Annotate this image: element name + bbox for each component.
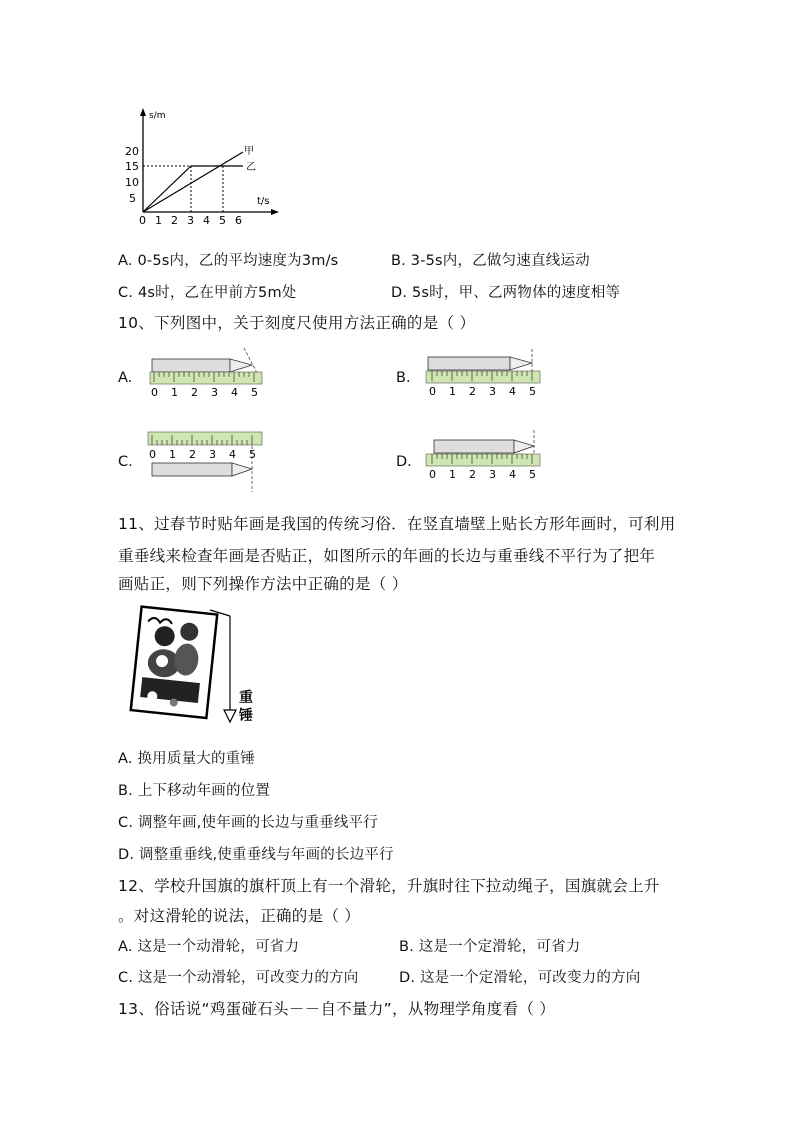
svg-text:5: 5 <box>251 386 258 399</box>
q10-label-a: A. <box>118 370 133 386</box>
svg-text:0: 0 <box>151 386 158 399</box>
x-axis-label: t/s <box>257 196 270 207</box>
svg-text:2: 2 <box>469 385 476 398</box>
q11-option-a: A. 换用质量大的重锤 <box>118 751 256 767</box>
svg-text:4: 4 <box>231 386 238 399</box>
q9-option-b: B. 3-5s内，乙做匀速直线运动 <box>391 253 590 269</box>
q12-option-b: B. 这是一个定滑轮，可省力 <box>399 939 581 955</box>
label-jia: 甲 <box>244 146 254 157</box>
svg-text:5: 5 <box>529 468 536 481</box>
q10-label-b: B. <box>396 370 411 386</box>
ruler-figure-a <box>148 345 268 407</box>
svg-text:5: 5 <box>529 385 536 398</box>
q9-option-a: A. 0-5s内，乙的平均速度为3m/s <box>118 253 339 269</box>
y-tick: 15 <box>125 160 139 173</box>
ruler-figure-d <box>424 428 548 490</box>
weight-label-1: 重 <box>239 690 253 706</box>
svg-text:1: 1 <box>171 386 178 399</box>
y-axis-label: s/m <box>149 111 166 121</box>
x-tick: 3 <box>187 214 194 224</box>
svg-text:3: 3 <box>211 386 218 399</box>
q10-label-d: D. <box>396 454 412 470</box>
q12-option-c: C. 这是一个动滑轮，可改变力的方向 <box>118 970 359 986</box>
x-tick: 0 <box>139 214 146 224</box>
svg-text:3: 3 <box>489 385 496 398</box>
q11-option-b: B. 上下移动年画的位置 <box>118 783 271 799</box>
x-tick: 6 <box>235 214 242 224</box>
svg-text:4: 4 <box>509 468 516 481</box>
q13-stem: 13、俗话说“鸡蛋碰石头－－自不量力”，从物理学角度看（ ） <box>118 1000 556 1018</box>
q12-stem-line-2: 。对这滑轮的说法，正确的是（ ） <box>118 907 361 925</box>
q9-option-d: D. 5s时，甲、乙两物体的速度相等 <box>391 285 621 301</box>
ruler-figure-c <box>146 428 270 494</box>
x-tick: 2 <box>171 214 178 224</box>
q12-stem-line-1: 12、学校升国旗的旗杆顶上有一个滑轮，升旗时往下拉动绳子，国旗就会上升 <box>118 877 660 895</box>
line-yi <box>143 166 243 212</box>
weight-label-2: 锤 <box>239 708 253 724</box>
x-tick: 5 <box>219 214 226 224</box>
svg-text:2: 2 <box>469 468 476 481</box>
label-yi: 乙 <box>246 162 256 173</box>
svg-text:0: 0 <box>429 468 436 481</box>
svg-text:0: 0 <box>149 448 156 461</box>
y-tick: 5 <box>129 192 136 205</box>
y-tick: 10 <box>125 176 139 189</box>
q12-option-d: D. 这是一个定滑轮，可改变力的方向 <box>399 970 641 986</box>
q11-stem-line-1: 11、过春节时贴年画是我国的传统习俗．在竖直墙壁上贴长方形年画时，可利用 <box>118 515 676 533</box>
y-tick: 20 <box>125 145 139 158</box>
svg-text:1: 1 <box>449 468 456 481</box>
ruler-figure-b <box>424 345 548 407</box>
svg-text:4: 4 <box>509 385 516 398</box>
q11-stem-line-2: 重垂线来检查年画是否贴正，如图所示的年画的长边与重垂线不平行为了把年 <box>118 547 656 565</box>
q10-label-c: C. <box>118 454 133 470</box>
line-jia <box>143 152 243 212</box>
q11-stem-line-3: 画贴正，则下列操作方法中正确的是（ ） <box>118 575 408 593</box>
st-graph <box>118 104 283 224</box>
x-tick: 1 <box>155 214 162 224</box>
svg-text:0: 0 <box>429 385 436 398</box>
svg-text:5: 5 <box>249 448 256 461</box>
q9-option-c: C. 4s时，乙在甲前方5m处 <box>118 285 297 301</box>
x-tick: 4 <box>203 214 210 224</box>
q11-option-c: C. 调整年画,使年画的长边与重垂线平行 <box>118 815 378 831</box>
svg-text:3: 3 <box>489 468 496 481</box>
svg-text:2: 2 <box>191 386 198 399</box>
svg-text:3: 3 <box>209 448 216 461</box>
q10-stem: 10、下列图中，关于刻度尺使用方法正确的是（ ） <box>118 314 476 332</box>
svg-text:1: 1 <box>449 385 456 398</box>
svg-text:4: 4 <box>229 448 236 461</box>
svg-text:1: 1 <box>169 448 176 461</box>
svg-text:2: 2 <box>189 448 196 461</box>
new-year-picture-figure <box>126 602 266 732</box>
q12-option-a: A. 这是一个动滑轮，可省力 <box>118 939 300 955</box>
q11-option-d: D. 调整重垂线,使重垂线与年画的长边平行 <box>118 847 394 863</box>
